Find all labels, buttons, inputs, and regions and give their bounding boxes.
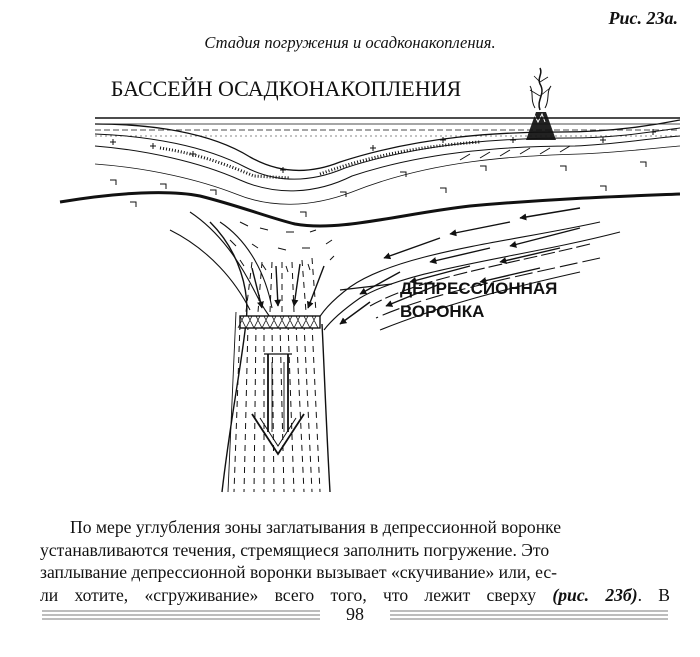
funnel-label-line1: ДЕПРЕССИОННАЯ bbox=[400, 279, 558, 298]
sediment-layers bbox=[95, 120, 680, 204]
figure-number: Рис. 23а. bbox=[608, 8, 678, 28]
body-line-2: устанавливаются течения, стремящиеся заполнить погружение. Это bbox=[40, 539, 550, 560]
down-arrow-icon bbox=[252, 354, 304, 454]
flow-lines bbox=[170, 212, 620, 330]
hatched-band bbox=[238, 316, 320, 328]
figure-caption: Стадия погружения и осадконакопления. bbox=[204, 33, 496, 52]
body-line-3: заплывание депрессионной воронки вызывает «скучивание» или, ес- bbox=[40, 562, 557, 582]
crust-boundary bbox=[60, 193, 680, 226]
body-paragraph bbox=[40, 516, 670, 606]
sea-surface bbox=[95, 118, 680, 136]
footer-rule-right bbox=[390, 610, 668, 620]
page-number: 98 bbox=[346, 604, 364, 624]
body-line-4 bbox=[40, 584, 670, 607]
geological-diagram bbox=[40, 62, 680, 502]
body-line-4-end: . В bbox=[637, 584, 670, 605]
volcano-icon bbox=[526, 68, 556, 140]
crust-marks bbox=[110, 129, 656, 217]
basin-title: БАССЕЙН ОСАДКОНАКОПЛЕНИЯ bbox=[110, 76, 462, 101]
page-footer bbox=[42, 604, 668, 630]
funnel-label-line2: ВОРОНКА bbox=[400, 302, 485, 321]
figure-reference: (рис. 23б) bbox=[552, 584, 638, 605]
body-line-1: По мере углубления зоны заглатывания в депрессионной воронке bbox=[70, 517, 562, 537]
body-line-4-text: ли хотите, «сгруживание» всего того, что лежит сверху bbox=[40, 584, 553, 605]
